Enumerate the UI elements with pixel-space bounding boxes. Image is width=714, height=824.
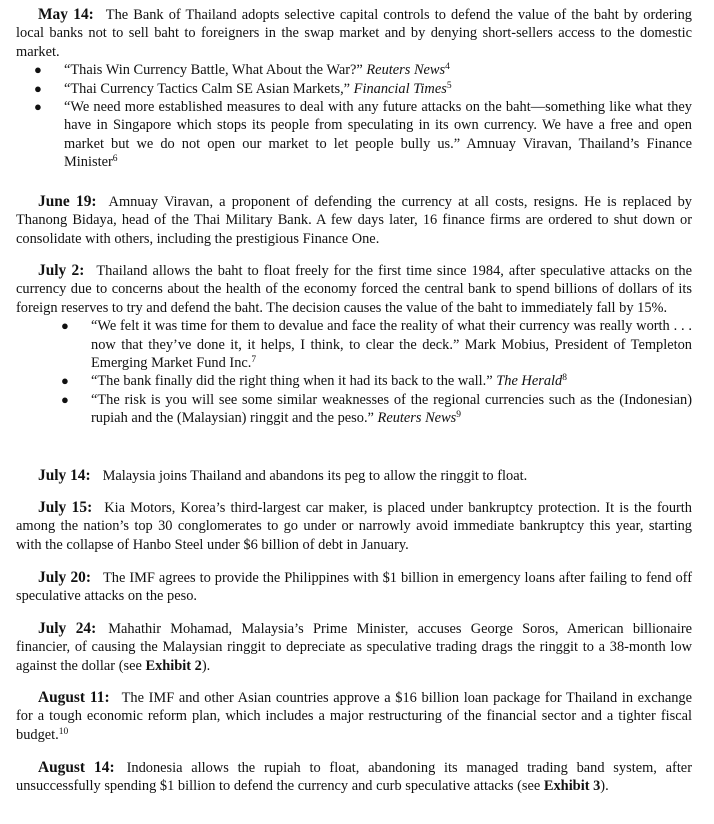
- entry-text: The IMF and other Asian countries approve a $16 billion loan package for Thailand in exchange for a tough economic reform plan, which includes a major restructuring of the financial sector and a tighter fiscal budget.: [16, 690, 692, 743]
- entry-paragraph: [16, 6, 692, 61]
- entry-date: July 24:: [38, 620, 97, 637]
- exhibit-reference: Exhibit 2: [145, 657, 202, 674]
- timeline-entry-july-14: [16, 467, 692, 485]
- entry-paragraph: August 14: Indonesia allows the rupiah to float, abandoning its managed trading band system, after unsuccessfully spending $1 billion to defend the currency and curb speculative attacks (see Exhibit 3).: [16, 759, 692, 795]
- entry-date: July 15:: [38, 499, 93, 516]
- footnote-marker: 6: [112, 154, 118, 165]
- timeline-entry-august-11: [16, 689, 692, 744]
- source-name: Financial Times: [353, 80, 447, 97]
- entry-text: Indonesia allows the rupiah to float, abandoning its managed trading band system, after unsuccessfully spending $1 billion to defend the currency and curb speculative attacks (see: [16, 760, 692, 795]
- quote-item: ● “The bank finally did the right thing when it had its back to the wall.” The Herald$^8$: [61, 373, 567, 390]
- entry-paragraph: [16, 193, 692, 248]
- entry-text: Thailand allows the baht to float freely for the first time since 1984, after speculative attacks on the currency due to concerns about the health of the economy forced the central bank to spend billions of dollars of its foreign reserves to try and defend the baht. The decision causes the value of the baht to immediately fall by 15%.: [16, 263, 692, 316]
- bullet-icon: ●: [34, 99, 42, 115]
- entry-paragraph: [16, 262, 692, 317]
- bullet-icon: ●: [61, 318, 69, 334]
- entry-paragraph: July 24: Mahathir Mohamad, Malaysia’s Prime Minister, accuses George Soros, American billionaire financier, of causing the Malaysian ringgit to depreciate as speculative trading drags the ringgit to a 38-month low against the dollar (see Exhibit 2).: [16, 620, 692, 674]
- footnote-marker: 8: [562, 373, 567, 384]
- entry-paragraph: [16, 569, 692, 606]
- bullet-icon: ●: [34, 80, 42, 96]
- quote-item: ● “Thai Currency Tactics Calm SE Asian Markets,” Financial Times$^5$: [34, 80, 452, 97]
- bullet-icon: ●: [61, 373, 69, 389]
- timeline-entry-july-20: [16, 569, 692, 606]
- footnote-marker: 10: [58, 726, 69, 737]
- entry-date: August 14:: [38, 759, 115, 776]
- entry-text: The IMF agrees to provide the Philippines with $1 billion in emergency loans after failing to fend off speculative attacks on the peso.: [16, 570, 693, 605]
- entry-text: Kia Motors, Korea’s third-largest car maker, is placed under bankruptcy protection. It is the fourth among the nation’s top 30 conglomerates to go under or narrowly avoid immediate bankruptcy this year, starting with the collapse of Hanbo Steel under $6 billion of debt in January.: [16, 500, 693, 553]
- timeline-entry-june-19: [16, 193, 692, 248]
- bullet-icon: ●: [34, 62, 42, 78]
- quote-item: ● “We felt it was time for them to devalue and face the reality of what their currency was really worth . . . now that they’ve done it, it helps, I think, to clear the deck.” Mark Mobius, President of Templeton Emerging Market Fund Inc.$^7$: [61, 318, 692, 372]
- timeline-entry-july-2: [16, 262, 692, 428]
- entry-text: Malaysia joins Thailand and abandons its peg to allow the ringgit to float.: [102, 468, 528, 484]
- quote-list: [34, 61, 692, 171]
- entry-date: June 19:: [38, 193, 97, 210]
- source-name: Reuters News: [366, 62, 446, 79]
- entry-date: May 14:: [38, 6, 94, 23]
- entry-text: Mahathir Mohamad, Malaysia’s Prime Minister, accuses George Soros, American billionaire financier, of causing the Malaysian ringgit to depreciate as speculative trading drags the ringgit to a 38-month low against the dollar (see: [16, 621, 692, 674]
- timeline-entry-may-14: [16, 6, 692, 172]
- quote-item: ● “The risk is you will see some similar weaknesses of the regional currencies such as the (Indonesian) rupiah and the (Malaysian) ringgit and the peso.” Reuters News$^9$: [61, 391, 692, 427]
- source-name: Reuters News: [377, 410, 457, 427]
- quote-list: [61, 317, 692, 427]
- footnote-marker: 9: [456, 410, 462, 421]
- entry-date: July 2:: [38, 262, 85, 279]
- exhibit-reference: Exhibit 3: [543, 778, 601, 795]
- timeline-entry-july-24: [16, 620, 692, 675]
- entry-paragraph: [16, 689, 692, 744]
- entry-paragraph: [16, 499, 692, 554]
- entry-date: July 20:: [38, 569, 91, 586]
- quote-item: ● “We need more established measures to deal with any future attacks on the baht—something like what they have in Singapore which stops its people from speculating in its own currency. We have a free and open market but we do not open our market to let people bully us.” Amnuay Viravan, Thailand’s Finance Minister$^6$: [34, 99, 692, 171]
- timeline-entry-august-14: [16, 759, 692, 796]
- footnote-marker: 7: [251, 355, 257, 366]
- timeline-entry-july-15: [16, 499, 692, 554]
- entry-text: The Bank of Thailand adopts selective capital controls to defend the value of the baht by ordering local banks not to sell baht to foreigners in the swap market and by denying short-sellers access to the domestic market.: [16, 7, 693, 60]
- entry-date: July 14:: [38, 467, 91, 484]
- source-name: The Herald: [496, 373, 563, 390]
- bullet-icon: ●: [61, 391, 69, 407]
- entry-date: August 11:: [38, 689, 110, 706]
- entry-text: Amnuay Viravan, a proponent of defending the currency at all costs, resigns. He is replaced by Thanong Bidaya, head of the Thai Military Bank. A few days later, 16 finance firms are ordered to shut down or consolidate with others, including the prestigious Finance One.: [16, 194, 692, 247]
- entry-paragraph: [16, 467, 692, 485]
- quote-item: ● “Thais Win Currency Battle, What About the War?” Reuters News$^4$: [34, 62, 450, 79]
- footnote-marker: 4: [445, 62, 450, 73]
- footnote-marker: 5: [446, 80, 452, 91]
